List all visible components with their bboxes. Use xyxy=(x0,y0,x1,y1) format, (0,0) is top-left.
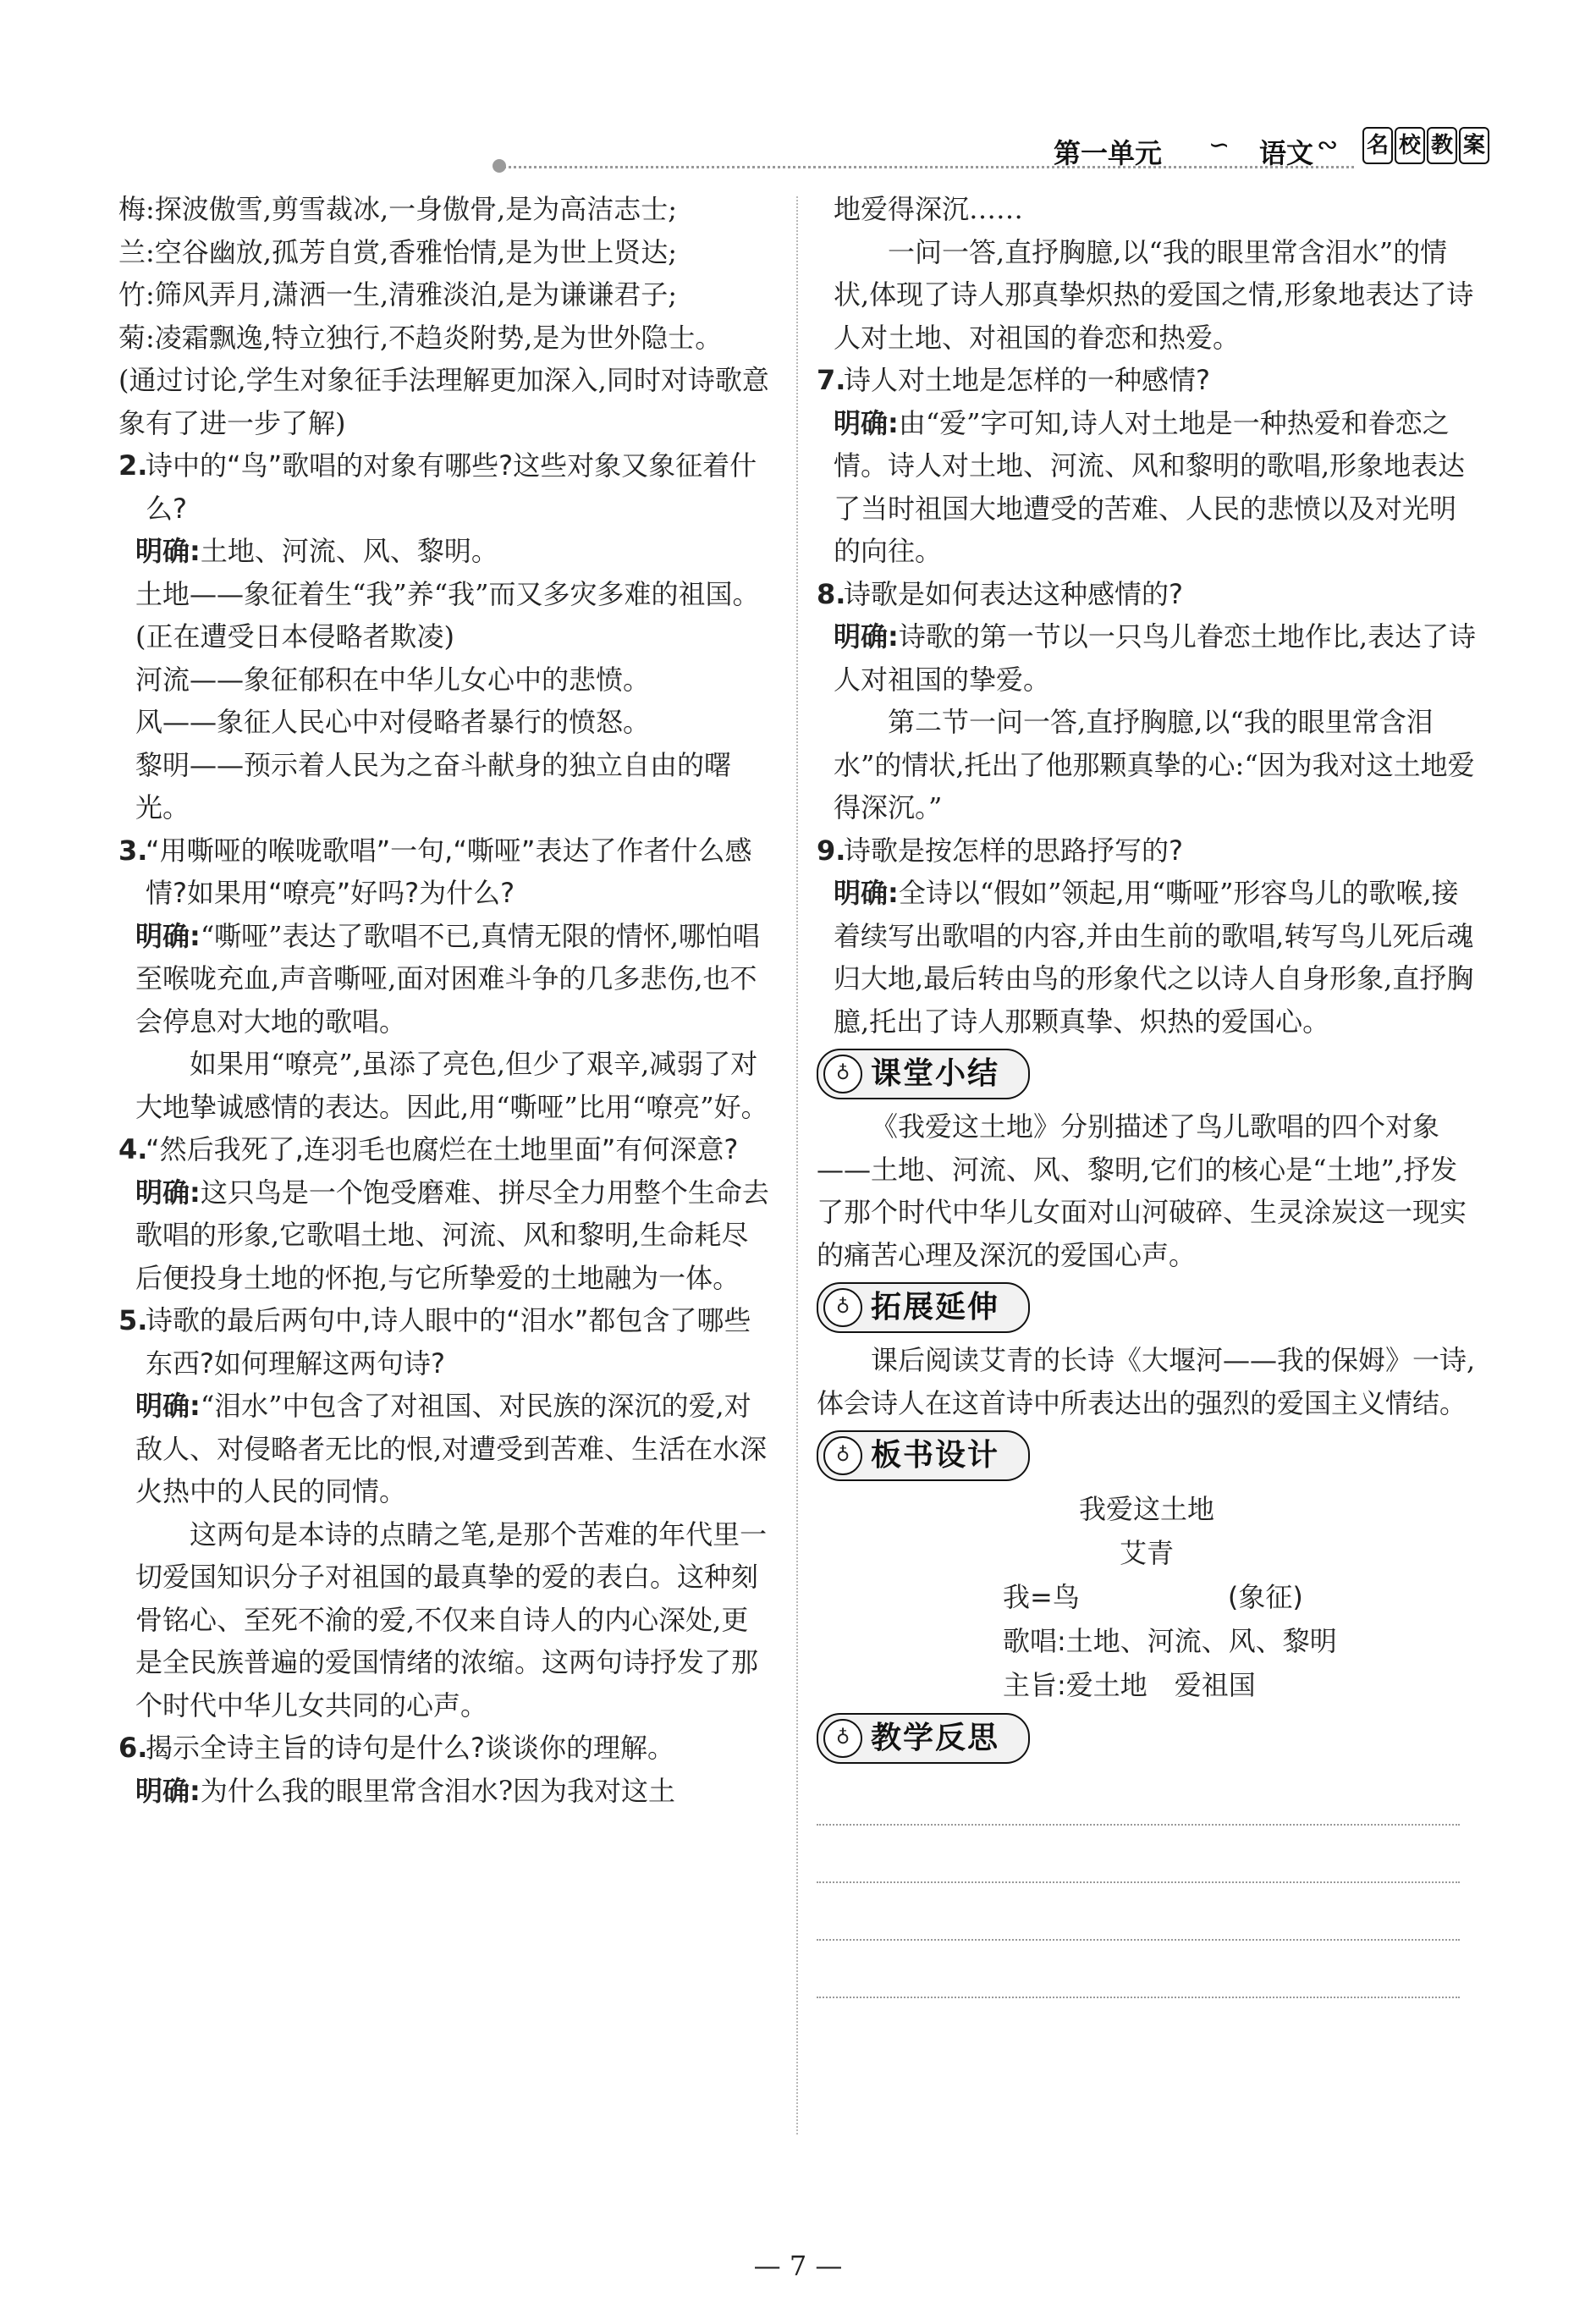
writing-line[interactable] xyxy=(817,1939,1460,1941)
answer-text: 由“爱”字可知,诗人对土地是一种热爱和眷恋之情。诗人对土地、河流、风和黎明的歌唱,形象地表达了当时祖国大地遭受的苦难、人民的悲愤以及对光明的向往。 xyxy=(834,406,1466,567)
answer-label: 明确: xyxy=(135,919,201,952)
question-text: 诗歌是按怎样的思路抒写的? xyxy=(844,834,1183,867)
symbol-chrysanthemum: 菊:凌霜飘逸,特立独行,不趋炎附势,是为世外隐士。 xyxy=(118,321,723,354)
answer-text: 诗歌的第一节以一只鸟儿眷恋土地作比,表达了诗人对祖国的挚爱。 xyxy=(834,620,1476,696)
column-divider xyxy=(796,196,798,2134)
page-number: — 7 — xyxy=(753,2250,843,2282)
board-design xyxy=(817,1487,1477,1707)
answer-text: 为什么我的眼里常含泪水?因为我对这土 xyxy=(200,1774,675,1807)
section-title: 拓展延伸 xyxy=(871,1289,1000,1325)
answer-6-continued: 地爱得深沉…… xyxy=(834,193,1024,225)
section-title: 课堂小结 xyxy=(871,1055,1000,1091)
section-badge xyxy=(817,1713,1030,1764)
answer-7 xyxy=(817,402,1477,573)
answer-2-item: 风——象征人民心中对侵略者暴行的愤怒。 xyxy=(135,706,651,738)
answer-5 xyxy=(118,1385,770,1513)
brand-logo xyxy=(1362,127,1489,164)
question-9 xyxy=(817,829,1477,873)
bell-icon: ♁ xyxy=(823,1055,862,1093)
question-3 xyxy=(118,829,770,915)
answer-3 xyxy=(118,915,770,1044)
question-4 xyxy=(118,1128,770,1171)
header-unit: 第一单元 xyxy=(1054,137,1163,169)
section-badge xyxy=(817,1049,1030,1099)
header-ornament-right: ∾ xyxy=(1317,130,1339,160)
writing-line[interactable] xyxy=(817,1824,1460,1826)
question-number: 7. xyxy=(817,364,846,396)
section-extension xyxy=(817,1281,1477,1334)
section-title: 板书设计 xyxy=(871,1437,1000,1473)
answer-text: 这只鸟是一个饱受磨难、拼尽全力用整个生命去歌唱的形象,它歌唱土地、河流、风和黎明,生命耗尽后便投身土地的怀抱,与它所挚爱的土地融为一体。 xyxy=(135,1176,769,1294)
question-number: 6. xyxy=(118,1732,148,1764)
answer-2-item: 黎明——预示着人民为之奋斗献身的独立自由的曙光。 xyxy=(135,748,732,823)
reflection-writing-lines xyxy=(817,1824,1477,1998)
board-row-symbol xyxy=(817,1575,1477,1619)
symbol-orchid: 兰:空谷幽放,孤芳自赏,香雅怡情,是为世上贤达; xyxy=(118,235,678,268)
summary-text: 《我爱这土地》分别描述了鸟儿歌唱的四个对象——土地、河流、风、黎明,它们的核心是“土地”,抒发了那个时代中华儿女面对山河破碎、生灵涂炭这一现实的痛苦心理及深沉的爱国心声。 xyxy=(817,1110,1467,1271)
answer-label: 明确: xyxy=(834,877,899,909)
answer-text: “嘶哑”表达了歌唱不已,真情无限的情怀,哪怕唱至喉咙充血,声音嘶哑,面对困难斗争的几多悲伤,也不会停息对大地的歌唱。 xyxy=(135,919,760,1038)
answer-8 xyxy=(817,615,1477,701)
answer-6 xyxy=(118,1770,770,1813)
answer-6-paragraph: 一问一答,直抒胸臆,以“我的眼里常含泪水”的情状,体现了诗人那真挚炽热的爱国之情,形象地表达了诗人对土地、对祖国的眷恋和热爱。 xyxy=(834,235,1474,354)
writing-line[interactable] xyxy=(817,1881,1460,1883)
question-number: 3. xyxy=(118,834,148,867)
question-number: 5. xyxy=(118,1304,148,1336)
section-badge xyxy=(817,1282,1030,1333)
answer-text: 土地、河流、风、黎明。 xyxy=(200,535,498,567)
question-7 xyxy=(817,359,1477,402)
writing-line[interactable] xyxy=(817,1997,1460,1998)
answer-9 xyxy=(817,872,1477,1043)
question-8 xyxy=(817,573,1477,616)
question-5 xyxy=(118,1299,770,1385)
section-summary xyxy=(817,1048,1477,1100)
answer-label: 明确: xyxy=(834,406,899,439)
brand-char: 案 xyxy=(1459,127,1489,164)
right-column xyxy=(817,188,1477,2054)
bell-icon: ♁ xyxy=(823,1288,862,1327)
question-number: 9. xyxy=(817,834,846,867)
board-row-theme: 主旨:爱土地 爱祖国 xyxy=(1003,1669,1256,1701)
answer-2-item: 土地——象征着生“我”养“我”而又多灾多难的祖国。(正在遭受日本侵略者欺凌) xyxy=(135,577,760,653)
extension-text: 课后阅读艾青的长诗《大堰河——我的保姆》一诗,体会诗人在这首诗中所表达出的强烈的爱国主义情结。 xyxy=(817,1344,1476,1419)
section-title: 教学反思 xyxy=(871,1720,1000,1755)
question-text: “用嘶哑的喉咙歌唱”一句,“嘶哑”表达了作者什么感情?如果用“嘹亮”好吗?为什么? xyxy=(146,834,752,909)
question-text: 诗中的“鸟”歌唱的对象有哪些?这些对象又象征着什么? xyxy=(146,449,757,525)
header-rule xyxy=(499,166,1354,168)
answer-2 xyxy=(118,530,770,573)
question-6 xyxy=(118,1727,770,1770)
section-badge xyxy=(817,1430,1030,1481)
answer-2-item: 河流——象征郁积在中华儿女心中的悲愤。 xyxy=(135,663,651,696)
page-header xyxy=(499,127,1485,178)
header-subject: 语文 xyxy=(1259,137,1314,169)
header-ornament-left: ∽ xyxy=(1208,130,1230,160)
discussion-note: (通过讨论,学生对象征手法理解更加深入,同时对诗歌意象有了进一步了解) xyxy=(118,364,769,439)
section-reflection xyxy=(817,1712,1477,1765)
question-text: 诗人对土地是怎样的一种感情? xyxy=(844,364,1210,396)
answer-label: 明确: xyxy=(135,1390,201,1422)
board-row-singing: 歌唱:土地、河流、风、黎明 xyxy=(1003,1625,1337,1657)
answer-label: 明确: xyxy=(135,1774,201,1807)
question-text: 诗歌的最后两句中,诗人眼中的“泪水”都包含了哪些东西?如何理解这两句诗? xyxy=(146,1304,751,1380)
brand-char: 教 xyxy=(1427,127,1457,164)
board-poem-title: 我爱这土地 xyxy=(1078,1493,1214,1525)
question-2 xyxy=(118,444,770,530)
answer-5-paragraph: 这两句是本诗的点睛之笔,是那个苦难的年代里一切爱国知识分子对祖国的最真挚的爱的表白。这种刻骨铭心、至死不渝的爱,不仅来自诗人的内心深处,更是全民族普遍的爱国情绪的浓缩。这两句诗抒发了那个时代中华儿女共同的心声。 xyxy=(135,1518,768,1721)
answer-label: 明确: xyxy=(834,620,899,653)
answer-label: 明确: xyxy=(135,1176,201,1209)
question-number: 8. xyxy=(817,577,846,610)
bell-icon: ♁ xyxy=(823,1719,862,1758)
section-board xyxy=(817,1429,1477,1482)
symbol-bamboo: 竹:筛风弄月,潇洒一生,清雅淡泊,是为谦谦君子; xyxy=(118,278,678,311)
board-symbol-note: (象征) xyxy=(1227,1581,1303,1613)
board-symbol-text: 我=鸟 xyxy=(1003,1581,1080,1613)
answer-label: 明确: xyxy=(135,535,201,567)
answer-8-paragraph: 第二节一问一答,直抒胸臆,以“我的眼里常含泪水”的情状,托出了他那颗真挚的心:“因为我对这土地爱得深沉。” xyxy=(834,706,1475,823)
board-author: 艾青 xyxy=(1119,1537,1174,1569)
left-column xyxy=(118,188,770,1812)
brand-char: 校 xyxy=(1395,127,1425,164)
brand-char: 名 xyxy=(1362,127,1393,164)
answer-3-paragraph: 如果用“嘹亮”,虽添了亮色,但少了艰辛,减弱了对大地挚诚感情的表达。因此,用“嘶哑”比用“嘹亮”好。 xyxy=(135,1048,768,1123)
symbol-plum: 梅:探波傲雪,剪雪裁冰,一身傲骨,是为高洁志士; xyxy=(118,193,678,225)
bell-icon: ♁ xyxy=(823,1436,862,1475)
question-text: 揭示全诗主旨的诗句是什么?谈谈你的理解。 xyxy=(146,1732,674,1764)
question-number: 2. xyxy=(118,449,148,482)
question-text: 诗歌是如何表达这种感情的? xyxy=(844,577,1183,610)
answer-text: “泪水”中包含了对祖国、对民族的深沉的爱,对敌人、对侵略者无比的恨,对遭受到苦难、生活在水深火热中的人民的同情。 xyxy=(135,1390,768,1507)
answer-4 xyxy=(118,1171,770,1300)
question-text: “然后我死了,连羽毛也腐烂在土地里面”有何深意? xyxy=(146,1133,739,1165)
question-number: 4. xyxy=(118,1133,148,1165)
answer-text: 全诗以“假如”领起,用“嘶哑”形容鸟儿的歌喉,接着续写出歌唱的内容,并由生前的歌唱,转写鸟儿死后魂归大地,最后转由鸟的形象代之以诗人自身形象,直抒胸臆,托出了诗人那颗真挚、炽热的爱国心。 xyxy=(834,877,1474,1038)
